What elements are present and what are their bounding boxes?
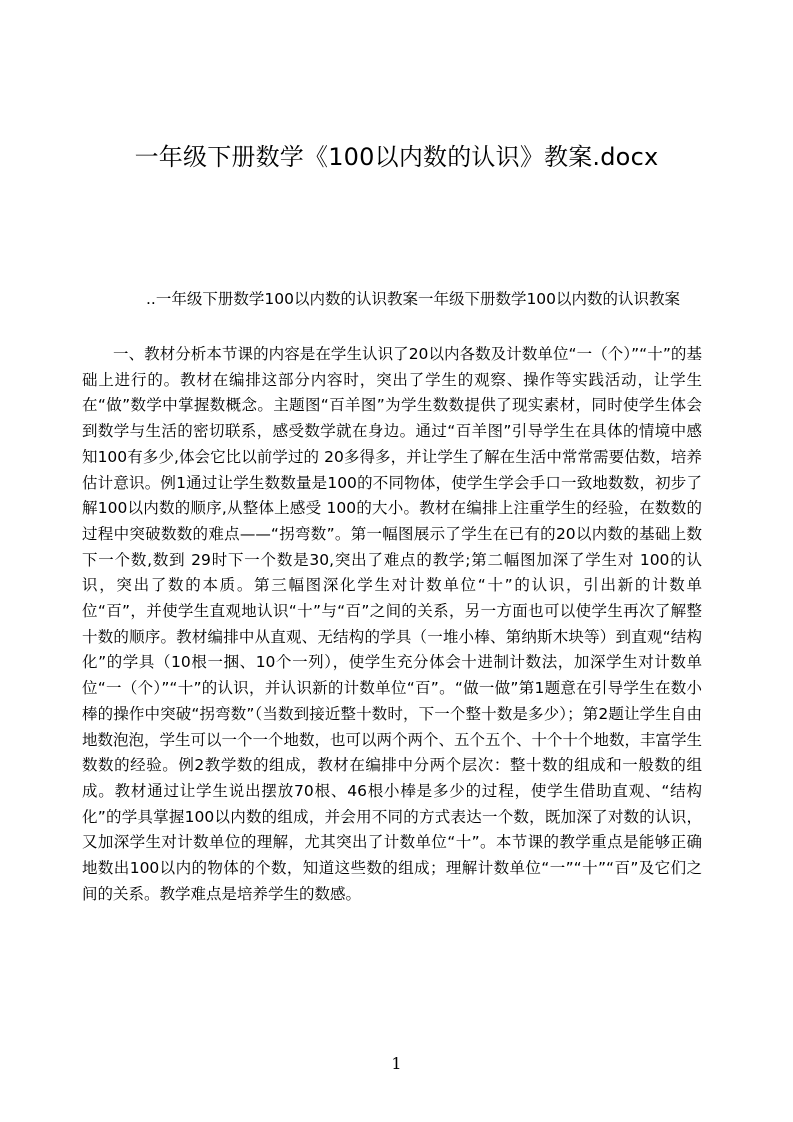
page-number: 1 [391, 1054, 402, 1073]
document-title: 一年级下册数学《100以内数的认识》教案.docx [134, 143, 659, 171]
body-paragraph: 一、教材分析本节课的内容是在学生认识了20以内各数及计数单位“一（个）”“十”的基础上进行的。教材在编排这部分内容时，突出了学生的观察、操作等实践活动，让学生在“做”数学中掌握数概念。主题图“百羊图”为学生数数提供了现实素材，同时使学生体会到数学与生活的密切联系，感受数学就在身边。通过“百羊图”引导学生在具体的情境中感知100有多少,体会它比以前学过的 20多得多，并让学生了解在生活中常常需要估数，培养估计意识。例1通过让学生数数量是100的不同物体，使学生学会手口一致地数数，初步了解100以内数的顺序,从整体上感受 100的大小。教材在编排上注重学生的经验，在数数的过程中突破数数的难点——“拐弯数”。第一幅图展示了学生在已有的20以内数的基础上数下一个数,数到 29时下一个数是30,突出了难点的教学;第二幅图加深了学生对 100的认识，突出了数的本质。第三幅图深化学生对计数单位“十”的认识，引出新的计数单位“百”，并使学生直观地认识“十”与“百”之间的关系，另一方面也可以使学生再次了解整十数的顺序。教材编排中从直观、无结构的学具（一堆小棒、第纳斯木块等）到直观“结构化”的学具（10根一捆、10个一列），使学生充分体会十进制计数法，加深学生对计数单位“一（个）”“十”的认识，并认识新的计数单位“百”。“做一做”第1题意在引导学生在数小棒的操作中突破“拐弯数”（当数到接近整十数时，下一个整十数是多少）；第2题让学生自由地数泡泡，学生可以一个一个地数，也可以两个两个、五个五个、十个十个地数，丰富学生数数的经验。例2教学数的组成，教材在编排中分两个层次：整十数的组成和一般数的组成。教材通过让学生说出摆放70根、46根小棒是多少的过程，使学生借助直观、“结构化”的学具掌握100以内数的组成，并会用不同的方式表达一个数，既加深了对数的认识，又加深学生对计数单位的理解，尤其突出了计数单位“十”。本节课的教学重点是能够正确地数出100以内的物体的个数，知道这些数的组成；理解计数单位“一”“十”“百”及它们之间的关系。教学难点是培养学生的数感。 [82, 345, 702, 903]
document-subtitle: ..一年级下册数学100以内数的认识教案一年级下册数学100以内数的认识教案 [146, 290, 681, 308]
